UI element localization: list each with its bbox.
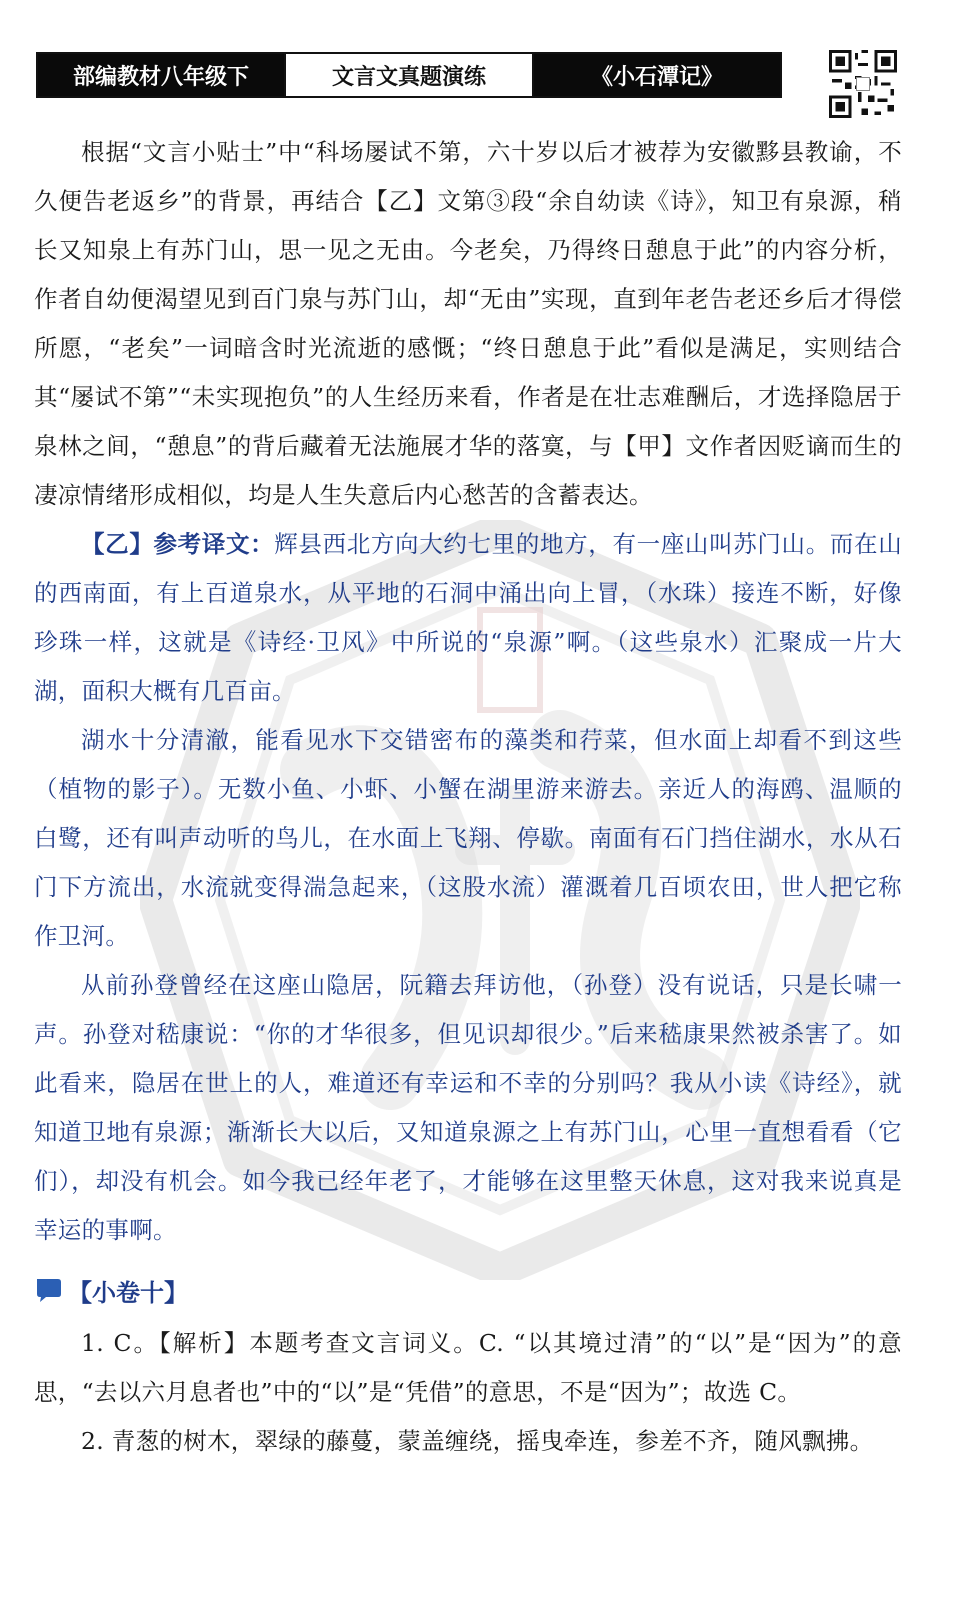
main-content <box>34 128 902 1466</box>
analysis-paragraph: 根据“文言小贴士”中“科场屡试不第，六十岁以后才被荐为安徽黟县教谕，不久便告老返乡”的背景，再结合【乙】文第③段“余自幼读《诗》，知卫有泉源，稍长又知泉上有苏门山，思一见之无由。今老矣，乃得终日憩息于此”的内容分析，作者自幼便渴望见到百门泉与苏门山，却“无由”实现，直到年老告老还乡后才得偿所愿，“老矣”一词暗含时光流逝的感慨；“终日憩息于此”看似是满足，实则结合其“屡试不第”“未实现抱负”的人生经历来看，作者是在壮志难酬后，才选择隐居于泉林之间，“憩息”的背后藏着无法施展才华的落寞，与【甲】文作者因贬谪而生的凄凉情绪形成相似，均是人生失意后内心愁苦的含蓄表达。 <box>34 138 902 509</box>
answer-q1: 1. C。【解析】本题考查文言词义。C. “以其境过清”的“以”是“因为”的意思，“去以六月息者也”中的“以”是“凭借”的意思，不是“因为”；故选 C。 <box>34 1329 902 1406</box>
qr-code-icon <box>829 50 897 118</box>
translation-paragraph-3: 从前孙登曾经在这座山隐居，阮籍去拜访他，（孙登）没有说话，只是长啸一声。孙登对嵇康说：“你的才华很多，但见识却很少。”后来嵇康果然被杀害了。如此看来，隐居在世上的人，难道还有幸运和不幸的分别吗？我从小读《诗经》，就知道卫地有泉源；渐渐长大以后，又知道泉源之上有苏门山，心里一直想看看（它们），却没有机会。如今我已经年老了，才能够在这里整天休息，这对我来说真是幸运的事啊。 <box>34 971 902 1244</box>
translation-tag: 【乙】参考译文： <box>81 530 275 558</box>
header-grade-label: 部编教材八年级下 <box>38 54 284 96</box>
speech-bubble-icon <box>34 1276 64 1304</box>
translation-paragraph-1 <box>34 520 902 716</box>
header-title-label: 《小石潭记》 <box>534 54 780 96</box>
header-bar <box>36 52 782 98</box>
section-heading <box>34 1267 902 1313</box>
header-topic-label: 文言文真题演练 <box>284 54 534 96</box>
answer-q2: 2. 青葱的树木，翠绿的藤蔓，蒙盖缠绕，摇曳牵连，参差不齐，随风飘拂。 <box>81 1427 874 1455</box>
section-title: 【小卷十】 <box>68 1277 188 1307</box>
translation-paragraph-2: 湖水十分清澈，能看见水下交错密布的藻类和荇菜，但水面上却看不到这些（植物的影子）。无数小鱼、小虾、小蟹在湖里游来游去。亲近人的海鸥、温顺的白鹭，还有叫声动听的鸟儿，在水面上飞翔、停歇。南面有石门挡住湖水，水从石门下方流出，水流就变得湍急起来，（这股水流）灌溉着几百顷农田，世人把它称作卫河。 <box>34 726 902 950</box>
translation-text-1: 辉县西北方向大约七里的地方，有一座山叫苏门山。而在山的西南面，有上百道泉水，从平地的石洞中涌出向上冒，（水珠）接连不断，好像珍珠一样，这就是《诗经·卫风》中所说的“泉源”啊。（这些泉水）汇聚成一片大湖，面积大概有几百亩。 <box>34 530 902 705</box>
